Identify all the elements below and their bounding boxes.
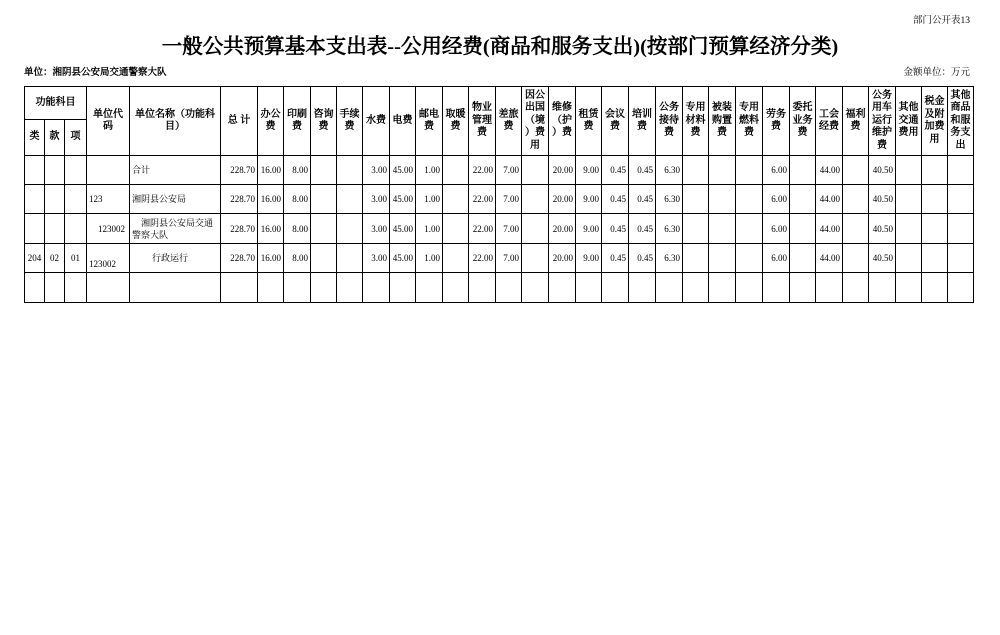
cell-union-dues: 44.00	[816, 156, 843, 185]
cell-training: 0.45	[629, 156, 656, 185]
cell-official-reception	[656, 273, 683, 303]
cell-postal: 1.00	[416, 156, 443, 185]
cell-labor: 6.00	[763, 185, 790, 214]
cell-category	[25, 156, 45, 185]
cell-item	[65, 214, 87, 244]
cell-maintenance: 20.00	[549, 185, 576, 214]
cell-water: 3.00	[363, 185, 390, 214]
header-office: 办公费	[258, 87, 284, 156]
header-maintenance: 维修（护）费	[549, 87, 576, 156]
header-commissioned-services: 委托业务费	[790, 87, 816, 156]
cell-other-goods-services	[948, 244, 974, 273]
cell-special-fuel	[736, 273, 763, 303]
header-official-reception: 公务接待费	[656, 87, 683, 156]
header-travel: 差旅费	[496, 87, 522, 156]
cell-labor: 6.00	[763, 244, 790, 273]
cell-official-reception: 6.30	[656, 214, 683, 244]
cell-handling	[337, 244, 363, 273]
cell-water	[363, 273, 390, 303]
header-handling: 手续费	[337, 87, 363, 156]
cell-other-goods-services	[948, 185, 974, 214]
cell-postal: 1.00	[416, 185, 443, 214]
cell-special-fuel	[736, 156, 763, 185]
cell-taxes-surcharges	[922, 244, 948, 273]
cell-special-materials	[683, 185, 709, 214]
cell-union-dues	[816, 273, 843, 303]
cell-unit-code	[87, 156, 130, 185]
cell-unit-name: 行政运行	[130, 244, 221, 273]
cell-heating	[443, 214, 469, 244]
cell-section	[45, 273, 65, 303]
cell-unit-name: 合计	[130, 156, 221, 185]
cell-overseas-travel	[522, 244, 549, 273]
cell-commissioned-services	[790, 156, 816, 185]
budget-table	[24, 86, 974, 303]
header-printing: 印刷费	[284, 87, 311, 156]
header-official-vehicle: 公务用车运行维护费	[869, 87, 896, 156]
cell-official-vehicle: 40.50	[869, 244, 896, 273]
cell-meeting	[602, 273, 629, 303]
cell-taxes-surcharges	[922, 185, 948, 214]
cell-printing: 8.00	[284, 214, 311, 244]
cell-consulting	[311, 156, 337, 185]
cell-property-management	[469, 273, 496, 303]
cell-rental: 9.00	[576, 244, 602, 273]
cell-travel: 7.00	[496, 156, 522, 185]
cell-union-dues: 44.00	[816, 214, 843, 244]
cell-labor	[763, 273, 790, 303]
cell-printing: 8.00	[284, 185, 311, 214]
table-header	[25, 87, 974, 156]
header-taxes-surcharges: 税金及附加费用	[922, 87, 948, 156]
cell-welfare	[843, 214, 869, 244]
cell-unit-code: 123002	[87, 214, 130, 244]
cell-meeting: 0.45	[602, 185, 629, 214]
cell-special-materials	[683, 244, 709, 273]
cell-uniform-purchase	[709, 214, 736, 244]
cell-union-dues: 44.00	[816, 185, 843, 214]
cell-welfare	[843, 185, 869, 214]
cell-electricity: 45.00	[390, 244, 416, 273]
cell-unit-code: 123	[87, 185, 130, 214]
cell-labor: 6.00	[763, 156, 790, 185]
cell-special-materials	[683, 156, 709, 185]
cell-property-management: 22.00	[469, 156, 496, 185]
cell-welfare	[843, 273, 869, 303]
cell-other-transport	[896, 244, 922, 273]
cell-heating	[443, 156, 469, 185]
cell-rental	[576, 273, 602, 303]
cell-meeting: 0.45	[602, 214, 629, 244]
cell-official-reception: 6.30	[656, 156, 683, 185]
cell-electricity: 45.00	[390, 214, 416, 244]
cell-total: 228.70	[221, 214, 258, 244]
cell-overseas-travel	[522, 185, 549, 214]
cell-commissioned-services	[790, 273, 816, 303]
cell-handling	[337, 156, 363, 185]
cell-water: 3.00	[363, 244, 390, 273]
header-heating: 取暖费	[443, 87, 469, 156]
cell-printing: 8.00	[284, 244, 311, 273]
cell-training: 0.45	[629, 244, 656, 273]
cell-other-goods-services	[948, 273, 974, 303]
header-meeting: 会议费	[602, 87, 629, 156]
cell-category	[25, 185, 45, 214]
header-rental: 租赁费	[576, 87, 602, 156]
cell-property-management: 22.00	[469, 214, 496, 244]
cell-special-materials	[683, 214, 709, 244]
header-electricity: 电费	[390, 87, 416, 156]
cell-meeting: 0.45	[602, 244, 629, 273]
header-section: 款	[45, 120, 65, 156]
cell-electricity: 45.00	[390, 185, 416, 214]
cell-heating	[443, 273, 469, 303]
cell-category	[25, 273, 45, 303]
cell-consulting	[311, 273, 337, 303]
cell-taxes-surcharges	[922, 214, 948, 244]
cell-training: 0.45	[629, 214, 656, 244]
cell-printing: 8.00	[284, 156, 311, 185]
header-water: 水费	[363, 87, 390, 156]
cell-commissioned-services	[790, 244, 816, 273]
cell-welfare	[843, 156, 869, 185]
cell-taxes-surcharges	[922, 156, 948, 185]
header-category: 类	[25, 120, 45, 156]
cell-office: 16.00	[258, 185, 284, 214]
cell-special-fuel	[736, 244, 763, 273]
cell-overseas-travel	[522, 273, 549, 303]
cell-official-vehicle: 40.50	[869, 185, 896, 214]
cell-consulting	[311, 244, 337, 273]
cell-handling	[337, 273, 363, 303]
cell-other-goods-services	[948, 156, 974, 185]
cell-section: 02	[45, 244, 65, 273]
cell-official-reception: 6.30	[656, 244, 683, 273]
header-union-dues: 工会经费	[816, 87, 843, 156]
cell-maintenance	[549, 273, 576, 303]
cell-postal	[416, 273, 443, 303]
cell-water: 3.00	[363, 214, 390, 244]
cell-official-vehicle: 40.50	[869, 156, 896, 185]
cell-training	[629, 273, 656, 303]
cell-section	[45, 156, 65, 185]
table-row	[25, 273, 974, 303]
cell-maintenance: 20.00	[549, 156, 576, 185]
cell-rental: 9.00	[576, 214, 602, 244]
cell-commissioned-services	[790, 185, 816, 214]
cell-office: 16.00	[258, 156, 284, 185]
cell-official-vehicle	[869, 273, 896, 303]
table-row	[25, 214, 974, 244]
cell-electricity: 45.00	[390, 156, 416, 185]
cell-total: 228.70	[221, 156, 258, 185]
cell-handling	[337, 214, 363, 244]
cell-official-vehicle: 40.50	[869, 214, 896, 244]
cell-uniform-purchase	[709, 156, 736, 185]
header-labor: 劳务费	[763, 87, 790, 156]
cell-section	[45, 185, 65, 214]
cell-welfare	[843, 244, 869, 273]
cell-total: 228.70	[221, 244, 258, 273]
cell-total: 228.70	[221, 185, 258, 214]
cell-unit-code	[87, 273, 130, 303]
cell-printing	[284, 273, 311, 303]
header-welfare: 福利费	[843, 87, 869, 156]
cell-overseas-travel	[522, 214, 549, 244]
header-row	[25, 87, 974, 120]
cell-maintenance: 20.00	[549, 214, 576, 244]
header-unit-name: 单位名称（功能科目）	[130, 87, 221, 156]
cell-electricity	[390, 273, 416, 303]
cell-maintenance: 20.00	[549, 244, 576, 273]
cell-category	[25, 214, 45, 244]
cell-office: 16.00	[258, 214, 284, 244]
cell-postal: 1.00	[416, 244, 443, 273]
header-property-management: 物业管理费	[469, 87, 496, 156]
total-row	[25, 156, 974, 185]
header-consulting: 咨询费	[311, 87, 337, 156]
cell-property-management: 22.00	[469, 185, 496, 214]
cell-other-transport	[896, 273, 922, 303]
cell-heating	[443, 185, 469, 214]
cell-section	[45, 214, 65, 244]
cell-item: 01	[65, 244, 87, 273]
cell-overseas-travel	[522, 156, 549, 185]
header-total: 总 计	[221, 87, 258, 156]
cell-meeting: 0.45	[602, 156, 629, 185]
cell-handling	[337, 185, 363, 214]
cell-consulting	[311, 214, 337, 244]
header-function-subject: 功能科目	[25, 87, 87, 120]
cell-travel: 7.00	[496, 214, 522, 244]
cell-other-goods-services	[948, 214, 974, 244]
cell-labor: 6.00	[763, 214, 790, 244]
cell-total	[221, 273, 258, 303]
table-row	[25, 244, 974, 273]
currency-unit-label: 金额单位：万元	[903, 68, 970, 78]
cell-commissioned-services	[790, 214, 816, 244]
cell-official-reception: 6.30	[656, 185, 683, 214]
cell-special-fuel	[736, 214, 763, 244]
cell-travel: 7.00	[496, 244, 522, 273]
form-number-label: 部门公开表13	[912, 16, 970, 26]
table-row	[25, 185, 974, 214]
header-other-transport: 其他交通费用	[896, 87, 922, 156]
header-unit-code: 单位代码	[87, 87, 130, 156]
cell-travel	[496, 273, 522, 303]
cell-consulting	[311, 185, 337, 214]
cell-postal: 1.00	[416, 214, 443, 244]
cell-travel: 7.00	[496, 185, 522, 214]
cell-union-dues: 44.00	[816, 244, 843, 273]
cell-special-materials	[683, 273, 709, 303]
cell-unit-code: 123002	[87, 244, 130, 273]
cell-property-management: 22.00	[469, 244, 496, 273]
cell-office: 16.00	[258, 244, 284, 273]
cell-heating	[443, 244, 469, 273]
cell-item	[65, 156, 87, 185]
header-other-goods-services: 其他商品和服务支出	[948, 87, 974, 156]
cell-item	[65, 273, 87, 303]
header-uniform-purchase: 被装购置费	[709, 87, 736, 156]
cell-other-transport	[896, 214, 922, 244]
cell-unit-name: 湘阴县公安局	[130, 185, 221, 214]
header-special-materials: 专用材料费	[683, 87, 709, 156]
cell-item	[65, 185, 87, 214]
header-postal: 邮电费	[416, 87, 443, 156]
unit-label: 单位：湘阴县公安局交通警察大队	[24, 68, 167, 78]
page-title: 一般公共预算基本支出表--公用经费(商品和服务支出)(按部门预算经济分类)	[161, 36, 839, 58]
cell-rental: 9.00	[576, 156, 602, 185]
cell-other-transport	[896, 156, 922, 185]
cell-unit-name: 湘阴县公安局交通警察大队	[130, 214, 221, 244]
cell-unit-name	[130, 273, 221, 303]
cell-training: 0.45	[629, 185, 656, 214]
cell-taxes-surcharges	[922, 273, 948, 303]
header-item: 项	[65, 120, 87, 156]
table-body	[25, 156, 974, 303]
cell-office	[258, 273, 284, 303]
header-special-fuel: 专用燃料费	[736, 87, 763, 156]
header-overseas-travel: 因公出国（境）费用	[522, 87, 549, 156]
cell-uniform-purchase	[709, 185, 736, 214]
cell-water: 3.00	[363, 156, 390, 185]
header-training: 培训费	[629, 87, 656, 156]
cell-uniform-purchase	[709, 244, 736, 273]
cell-uniform-purchase	[709, 273, 736, 303]
cell-special-fuel	[736, 185, 763, 214]
cell-other-transport	[896, 185, 922, 214]
cell-category: 204	[25, 244, 45, 273]
cell-rental: 9.00	[576, 185, 602, 214]
